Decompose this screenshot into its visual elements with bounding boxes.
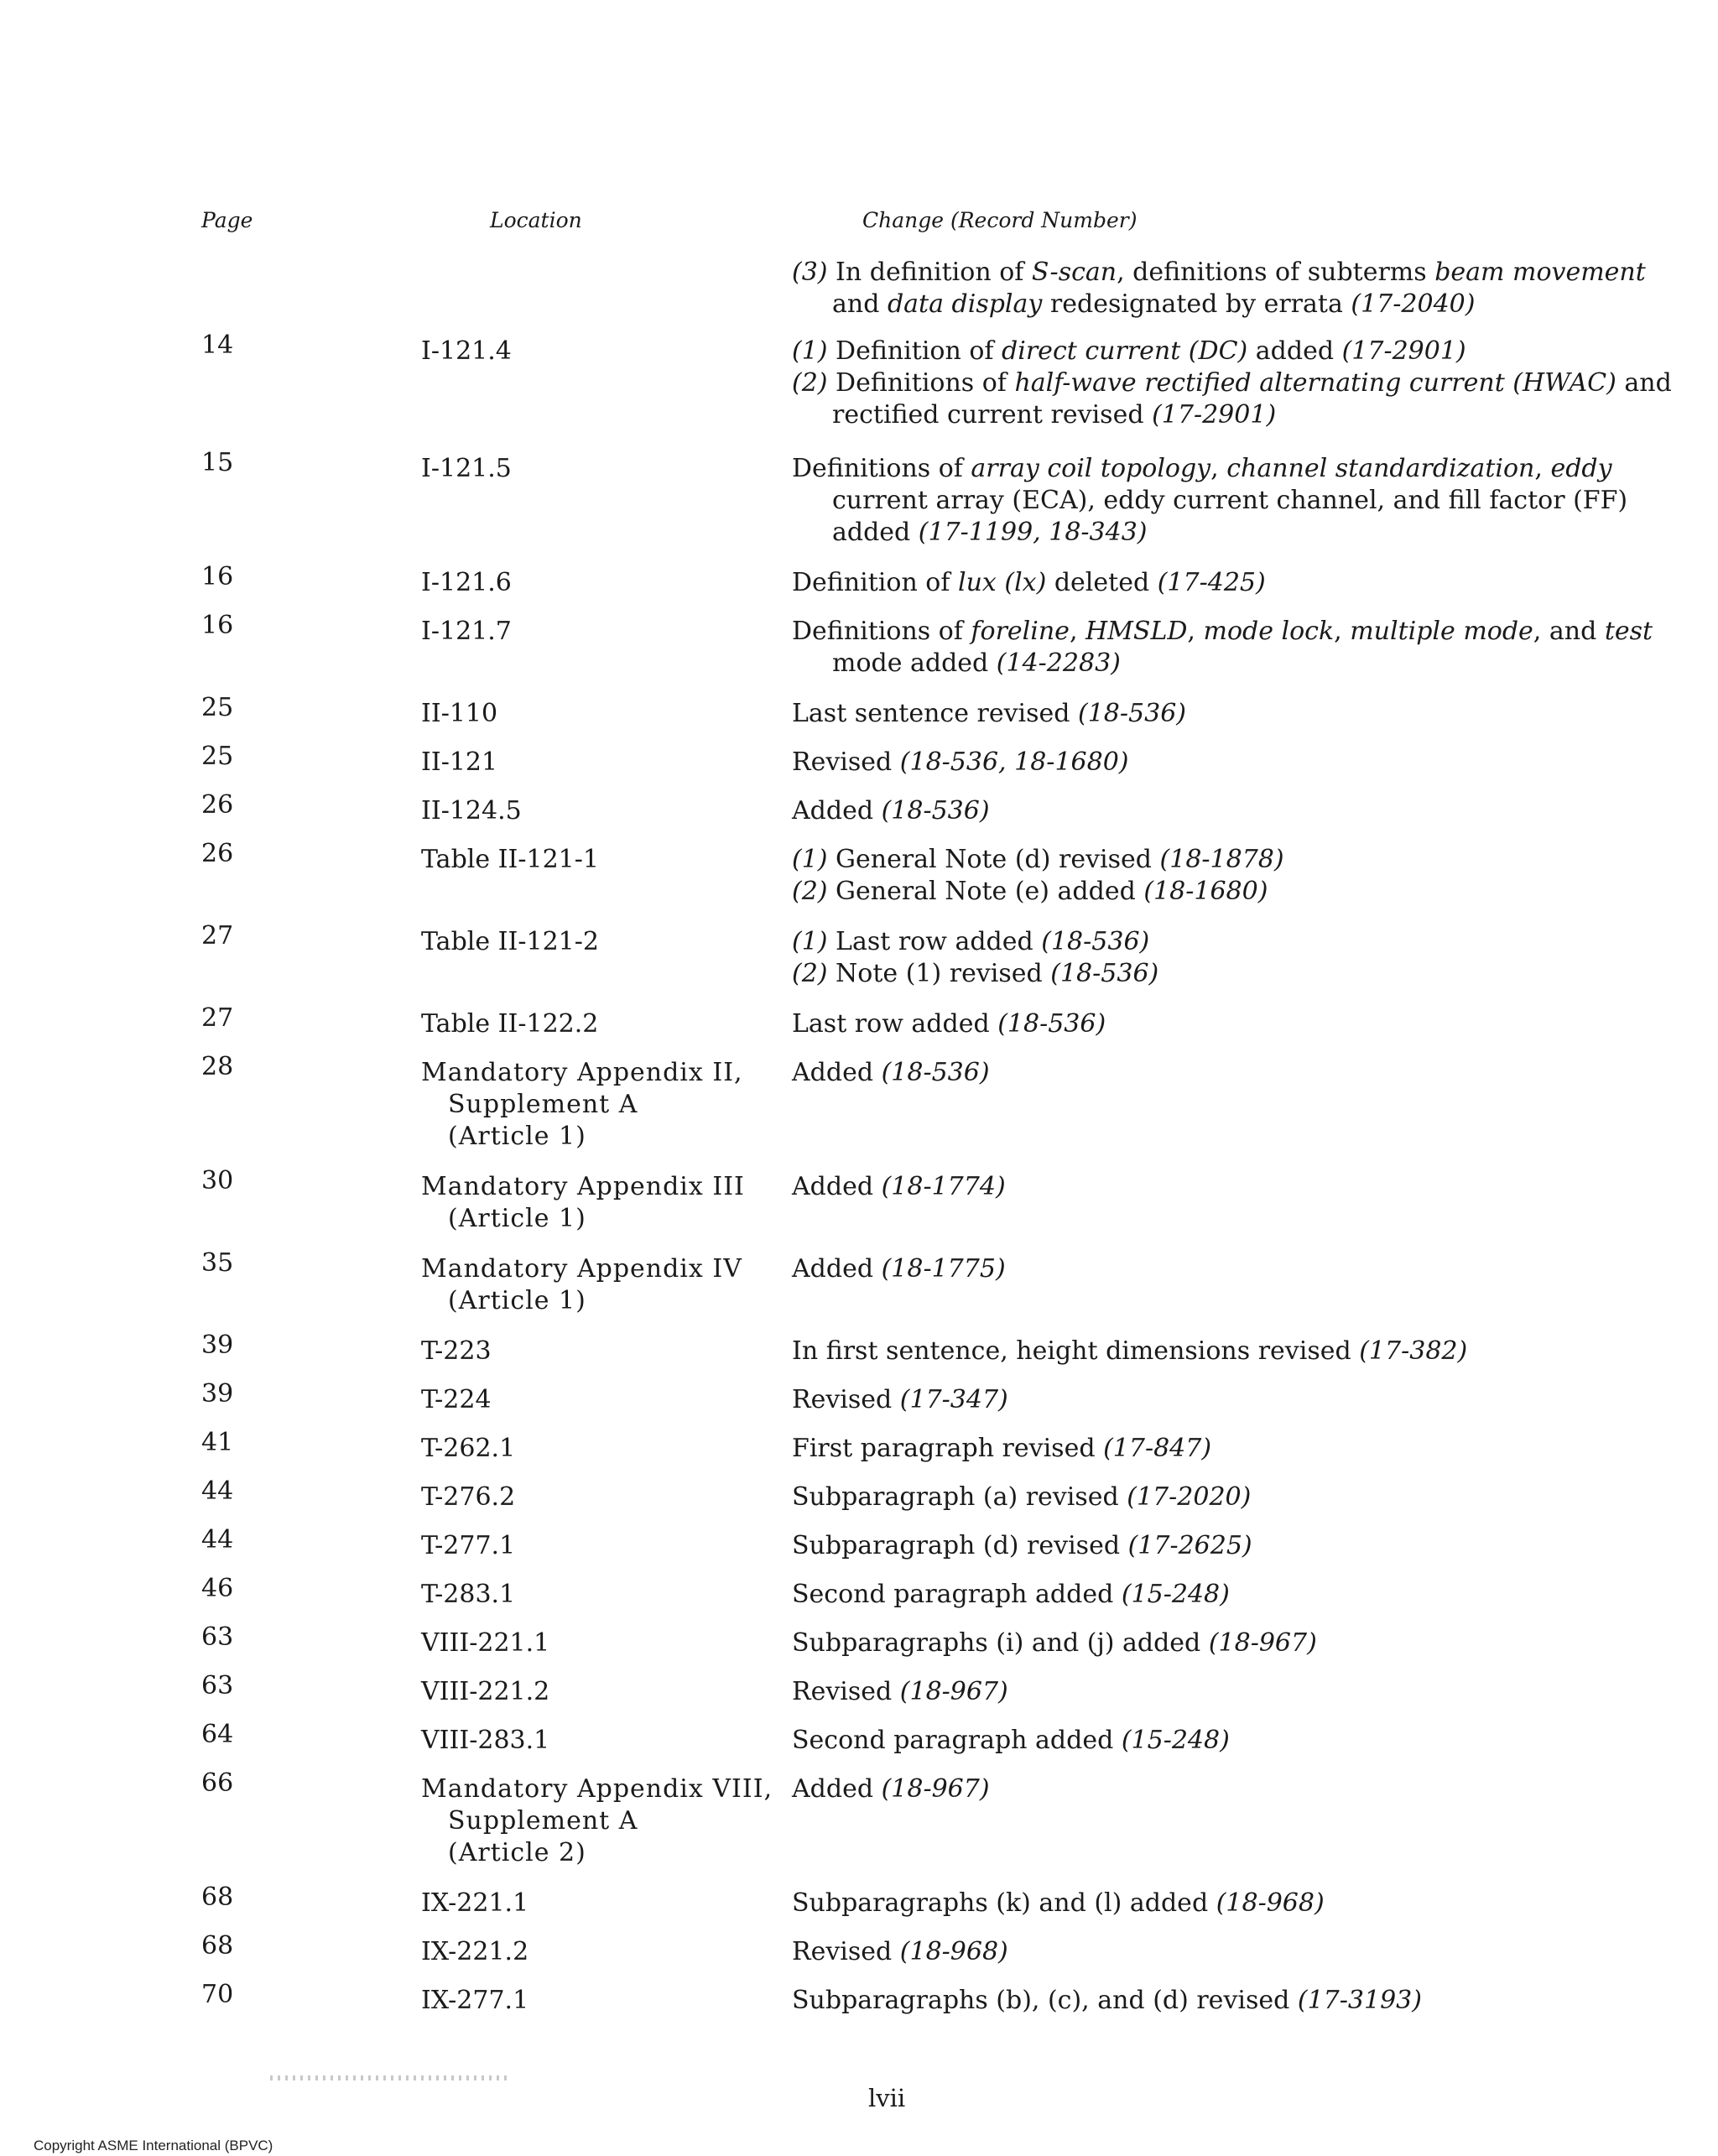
change-text: Revised	[792, 747, 900, 777]
location-cell	[421, 1057, 773, 1153]
change-line	[792, 1530, 1572, 1562]
change-cell	[792, 1008, 1572, 1040]
italic-term: (18-536)	[1041, 927, 1150, 956]
change-cell	[792, 257, 1646, 320]
location-cell	[421, 336, 773, 367]
change-text: Definition of	[827, 336, 1002, 366]
italic-term: (2)	[792, 959, 828, 988]
change-text: ,	[1187, 617, 1204, 646]
change-text: rectified current	[832, 400, 1043, 430]
change-line	[792, 1985, 1572, 2017]
location-cell	[421, 1336, 773, 1367]
change-text: and	[832, 289, 888, 319]
italic-term: (2)	[792, 877, 828, 906]
location-cell	[421, 1433, 773, 1465]
change-cell	[792, 1253, 1572, 1285]
location-line: T-276.2	[421, 1482, 516, 1512]
italic-term: (1)	[792, 336, 828, 366]
italic-term: (17-2901)	[1152, 400, 1277, 430]
italic-term: HMSLD	[1085, 617, 1188, 646]
change-line	[792, 1888, 1572, 1919]
italic-term: foreline	[971, 617, 1070, 646]
location-cell	[421, 1482, 773, 1513]
change-line	[792, 367, 1672, 399]
change-text: ,	[1534, 454, 1551, 483]
change-cell	[792, 1936, 1572, 1968]
change-cell	[792, 747, 1572, 779]
page-cell: 25	[201, 742, 234, 771]
change-text: Added	[792, 1254, 882, 1284]
page-cell: 30	[201, 1166, 234, 1195]
italic-term: (1)	[792, 927, 828, 956]
change-text: Added	[792, 1058, 882, 1087]
change-cell	[792, 616, 1653, 680]
italic-term: S-scan	[1031, 258, 1117, 287]
italic-term: half-wave rectified alternating current (HWAC)	[1014, 368, 1616, 398]
header-location: Location	[490, 208, 582, 232]
change-cell	[792, 1579, 1572, 1611]
change-text: ,	[1334, 617, 1351, 646]
italic-term: (18-968)	[1216, 1888, 1325, 1918]
change-text: revised	[1043, 400, 1153, 430]
location-cell	[421, 926, 773, 958]
change-text: Subparagraph (d) revised	[792, 1531, 1128, 1560]
page-cell: 26	[201, 790, 234, 820]
change-text: eddy current channel	[1103, 486, 1377, 515]
location-line: VIII-221.2	[421, 1677, 550, 1706]
italic-term: data display	[887, 289, 1043, 319]
page-cell: 70	[201, 1980, 234, 2009]
change-cell	[792, 1627, 1572, 1659]
italic-term: (17-1199, 18-343)	[918, 518, 1148, 547]
location-cell	[421, 795, 773, 827]
page-cell: 68	[201, 1931, 234, 1961]
italic-term: channel standardization	[1226, 454, 1535, 483]
page-cell: 46	[201, 1574, 234, 1603]
location-cell	[421, 1384, 773, 1416]
italic-term: (18-967)	[899, 1677, 1008, 1706]
page-cell: 16	[201, 562, 234, 591]
italic-term: lux (lx)	[958, 568, 1047, 597]
italic-term: (18-967)	[1208, 1628, 1317, 1658]
page-number: lvii	[868, 2084, 906, 2112]
change-cell	[792, 926, 1572, 990]
location-line: T-262.1	[421, 1434, 516, 1463]
location-cell	[421, 1725, 773, 1757]
page-cell: 27	[201, 1003, 234, 1033]
italic-term: (17-2625)	[1127, 1531, 1252, 1560]
change-line	[792, 1579, 1572, 1611]
page-cell: 27	[201, 921, 234, 950]
page-cell: 39	[201, 1379, 234, 1409]
change-line	[792, 399, 1572, 431]
change-line	[792, 567, 1572, 599]
italic-term: test	[1604, 617, 1653, 646]
location-cell	[421, 698, 773, 730]
location-line: Mandatory Appendix II,	[421, 1058, 743, 1087]
italic-term: (17-382)	[1359, 1336, 1468, 1366]
italic-term: (2)	[792, 368, 828, 398]
change-line	[792, 517, 1572, 549]
italic-term: (17-347)	[899, 1385, 1008, 1414]
location-line: (Article 1)	[448, 1204, 586, 1233]
change-line	[792, 747, 1572, 779]
location-cell	[421, 1171, 773, 1235]
italic-term: (17-847)	[1103, 1434, 1212, 1463]
change-line	[792, 1253, 1572, 1285]
change-text: added	[1247, 336, 1342, 366]
italic-term: (17-3193)	[1297, 1986, 1422, 2015]
change-cell	[792, 1888, 1572, 1919]
change-line	[792, 698, 1572, 730]
change-line	[792, 1384, 1572, 1416]
italic-term: (15-248)	[1121, 1580, 1230, 1609]
change-line	[792, 1336, 1572, 1367]
location-cell	[421, 616, 773, 648]
change-line	[792, 1773, 1572, 1805]
change-text: Definition of	[792, 568, 959, 597]
change-text: Last sentence revised	[792, 699, 1079, 728]
italic-term: (18-1878)	[1159, 845, 1284, 874]
page-cell: 15	[201, 448, 234, 477]
italic-term: (18-968)	[899, 1937, 1008, 1966]
change-line	[792, 257, 1646, 289]
italic-term: (17-2040)	[1351, 289, 1476, 319]
italic-term: (17-425)	[1157, 568, 1266, 597]
change-cell	[792, 1985, 1572, 2017]
location-cell	[421, 567, 773, 599]
page-cell: 35	[201, 1248, 234, 1278]
location-line: IX-221.1	[421, 1888, 529, 1918]
change-line	[792, 1936, 1572, 1968]
location-line: II-110	[421, 699, 498, 728]
change-text: , and	[1377, 486, 1449, 515]
location-line: (Article 1)	[448, 1122, 586, 1151]
italic-term: (18-1775)	[881, 1254, 1006, 1284]
change-text: ,	[1069, 617, 1086, 646]
location-line: I-121.7	[421, 617, 512, 646]
change-cell	[792, 1384, 1572, 1416]
location-cell	[421, 1888, 773, 1919]
location-cell	[421, 1985, 773, 2017]
location-cell	[421, 1008, 773, 1040]
change-line	[792, 795, 1572, 827]
change-cell	[792, 1171, 1572, 1203]
change-line	[792, 485, 1628, 517]
change-text: mode	[832, 648, 903, 678]
change-line	[792, 1057, 1572, 1089]
change-cell	[792, 453, 1628, 549]
page-cell: 28	[201, 1052, 234, 1081]
change-text: Revised	[792, 1937, 900, 1966]
change-text: Subparagraphs (k) and (l) added	[792, 1888, 1216, 1918]
page-cell: 26	[201, 839, 234, 868]
location-line: Table II-121-2	[421, 927, 599, 956]
italic-term: direct current (DC)	[1002, 336, 1248, 366]
italic-term: (1)	[792, 845, 828, 874]
location-line: IX-277.1	[421, 1986, 529, 2015]
change-text: , definitions of subterms	[1117, 258, 1435, 287]
page-cell: 14	[201, 331, 234, 360]
location-cell	[421, 1936, 773, 1968]
change-text: General Note (e) added	[827, 877, 1144, 906]
change-text: First paragraph revised	[792, 1434, 1104, 1463]
change-line	[792, 1482, 1572, 1513]
change-text: Added	[792, 1774, 882, 1804]
change-line	[792, 1171, 1572, 1203]
location-cell	[421, 1253, 773, 1317]
italic-term: (14-2283)	[996, 648, 1121, 678]
italic-term: (17-2020)	[1127, 1482, 1252, 1512]
italic-term: array coil topology	[971, 454, 1211, 483]
change-cell	[792, 1336, 1572, 1367]
change-line	[792, 926, 1572, 958]
change-cell	[792, 795, 1572, 827]
italic-term: mode lock	[1203, 617, 1335, 646]
location-line: VIII-283.1	[421, 1726, 550, 1755]
change-text: Definitions of	[792, 617, 971, 646]
change-cell	[792, 1530, 1572, 1562]
location-line: Supplement A	[448, 1090, 638, 1119]
location-line: (Article 1)	[448, 1286, 586, 1315]
change-line	[792, 648, 1572, 680]
header-change: Change (Record Number)	[862, 208, 1138, 232]
page-cell: 39	[201, 1331, 234, 1360]
change-text: added	[832, 518, 919, 547]
italic-term: (18-967)	[881, 1774, 990, 1804]
page-cell: 64	[201, 1720, 234, 1749]
page-cell: 63	[201, 1622, 234, 1652]
change-text: , and	[1533, 617, 1605, 646]
change-line	[792, 1627, 1572, 1659]
change-cell	[792, 1676, 1572, 1708]
change-text: Revised	[792, 1385, 900, 1414]
change-text: Subparagraphs (i) and (j) added	[792, 1628, 1209, 1658]
location-line: Mandatory Appendix III	[421, 1172, 745, 1201]
italic-term: (18-536)	[881, 1058, 990, 1087]
change-text: Definitions of	[827, 368, 1015, 398]
location-cell	[421, 844, 773, 876]
italic-term: (17-2901)	[1341, 336, 1466, 366]
italic-term: (18-1680)	[1143, 877, 1268, 906]
location-cell	[421, 1773, 773, 1869]
change-cell	[792, 1482, 1572, 1513]
scan-artifact-dots	[270, 2075, 510, 2080]
location-line: T-277.1	[421, 1531, 516, 1560]
change-text: current array (ECA)	[832, 486, 1088, 515]
change-cell	[792, 1725, 1572, 1757]
location-line: II-121	[421, 747, 498, 777]
page-cell: 44	[201, 1525, 234, 1555]
change-text: deleted	[1046, 568, 1158, 597]
change-line	[792, 336, 1572, 367]
location-line: T-224	[421, 1385, 492, 1414]
change-cell	[792, 844, 1572, 908]
change-text: General Note (d) revised	[827, 845, 1160, 874]
change-line	[792, 1433, 1572, 1465]
change-cell	[792, 567, 1572, 599]
page-cell: 25	[201, 693, 234, 722]
change-text: Revised	[792, 1677, 900, 1706]
change-text: added	[902, 648, 997, 678]
page-cell: 16	[201, 611, 234, 640]
location-line: Mandatory Appendix IV	[421, 1254, 742, 1284]
change-text: ,	[1087, 486, 1104, 515]
change-line	[792, 616, 1653, 648]
page-cell: 63	[201, 1671, 234, 1700]
location-cell	[421, 1530, 773, 1562]
italic-term: (18-536, 18-1680)	[899, 747, 1129, 777]
change-cell	[792, 1433, 1572, 1465]
change-text: Last row added	[827, 927, 1042, 956]
location-line: T-283.1	[421, 1580, 516, 1609]
change-line	[792, 1008, 1572, 1040]
change-line	[792, 1676, 1572, 1708]
italic-term: (18-536)	[997, 1009, 1106, 1039]
italic-term: (18-1774)	[881, 1172, 1006, 1201]
page-cell: 44	[201, 1476, 234, 1506]
italic-term: eddy	[1550, 454, 1612, 483]
header-page: Page	[201, 208, 253, 232]
location-line: Mandatory Appendix VIII,	[421, 1774, 773, 1804]
change-cell	[792, 698, 1572, 730]
change-text: Added	[792, 1172, 882, 1201]
change-text: In first sentence, height dimensions revised	[792, 1336, 1360, 1366]
location-line: I-121.5	[421, 454, 512, 483]
change-cell	[792, 1057, 1572, 1089]
italic-term: (18-536)	[881, 796, 990, 825]
italic-term: (18-536)	[1050, 959, 1159, 988]
change-text: Last row added	[792, 1009, 998, 1039]
italic-term: (15-248)	[1121, 1726, 1230, 1755]
change-text: Added	[792, 796, 882, 825]
location-line: I-121.4	[421, 336, 512, 366]
change-text: Definitions of	[792, 454, 971, 483]
location-line: VIII-221.1	[421, 1628, 550, 1658]
change-line	[792, 1725, 1572, 1757]
change-line	[792, 958, 1572, 990]
location-line: (Article 2)	[448, 1838, 586, 1867]
location-line: Supplement A	[448, 1806, 638, 1836]
location-cell	[421, 453, 773, 485]
location-line: II-124.5	[421, 796, 522, 825]
change-text: Note (1) revised	[827, 959, 1051, 988]
change-line	[792, 844, 1572, 876]
change-cell	[792, 336, 1672, 431]
location-cell	[421, 1579, 773, 1611]
page-cell: 41	[201, 1428, 234, 1457]
change-cell	[792, 1773, 1572, 1805]
location-cell	[421, 1627, 773, 1659]
page-cell: 68	[201, 1883, 234, 1912]
location-cell	[421, 1676, 773, 1708]
table-header	[0, 208, 1718, 238]
location-line: I-121.6	[421, 568, 512, 597]
change-text: redesignated by errata	[1042, 289, 1351, 319]
location-line: Table II-122.2	[421, 1009, 599, 1039]
page-cell: 66	[201, 1768, 234, 1798]
change-line	[792, 876, 1572, 908]
italic-term: beam movement	[1434, 258, 1646, 287]
italic-term: multiple mode	[1350, 617, 1533, 646]
change-text: Second paragraph added	[792, 1726, 1122, 1755]
italic-term: (18-536)	[1078, 699, 1186, 728]
change-text: ,	[1210, 454, 1227, 483]
change-text: In definition of	[827, 258, 1032, 287]
location-cell	[421, 747, 773, 779]
change-line	[792, 453, 1612, 485]
location-line: IX-221.2	[421, 1937, 529, 1966]
change-text: Subparagraph (a) revised	[792, 1482, 1127, 1512]
change-line	[792, 289, 1572, 320]
change-text: and	[1616, 368, 1672, 398]
copyright-notice: Copyright ASME International (BPVC)	[34, 2138, 273, 2153]
italic-term: (3)	[792, 258, 828, 287]
location-line: Table II-121-1	[421, 845, 599, 874]
change-text: Subparagraphs (b), (c), and (d) revised	[792, 1986, 1298, 2015]
location-line: T-223	[421, 1336, 492, 1366]
change-text: fill factor (FF)	[1448, 486, 1628, 515]
change-text: Second paragraph added	[792, 1580, 1122, 1609]
